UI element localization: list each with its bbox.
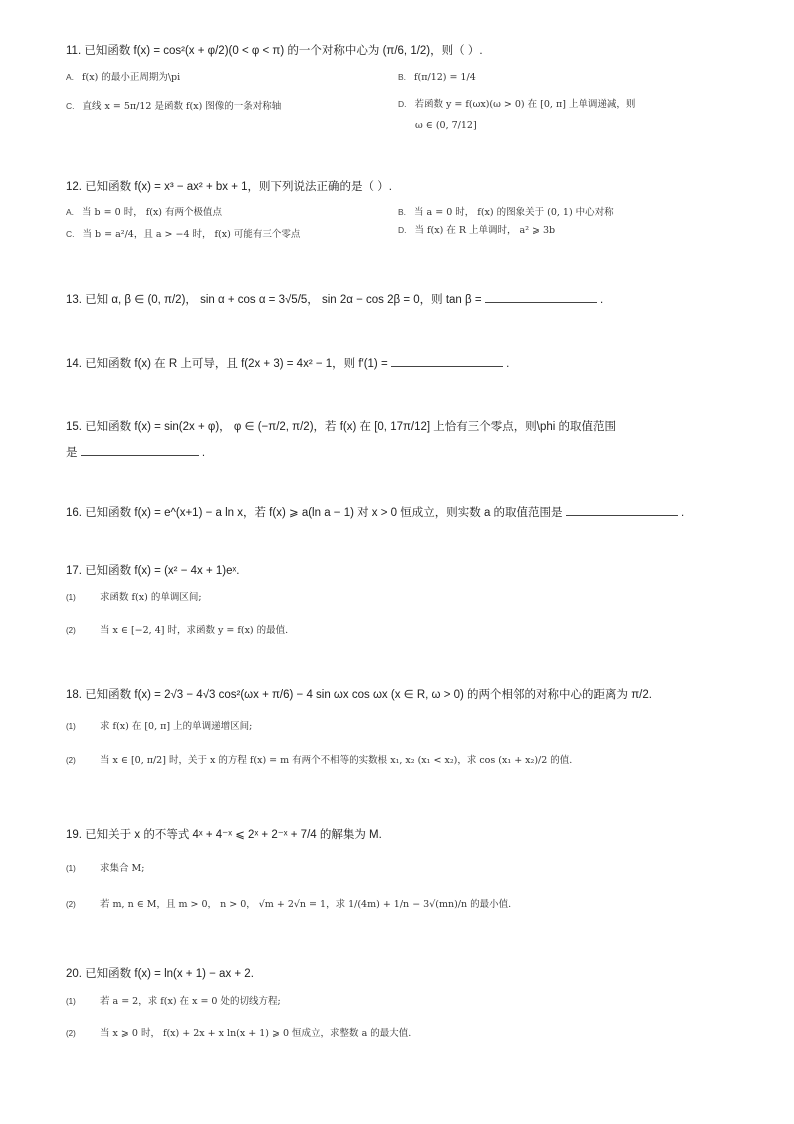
q18-part-1-number: (1): [66, 722, 76, 731]
q11-option-c-text: 直线 x = 5π/12 是函数 f(x) 图像的一条对称轴: [82, 101, 282, 112]
q19-part-1-number: (1): [66, 864, 76, 873]
q11-option-b-label: B.: [398, 72, 407, 82]
q11-option-c-label: C.: [66, 101, 75, 111]
question-15-line2-text: 是: [66, 447, 78, 459]
answer-blank[interactable]: [81, 443, 199, 456]
question-11-stem: 11. 已知函数 f(x) = cos²(x + φ/2)(0 < φ < π) 的一个对称中心为 (π/6, 1/2)，则（ ）.: [66, 45, 483, 57]
question-16-stem: 16. 已知函数 f(x) = e^(x+1) − a ln x，若 f(x) ⩾ a(ln a − 1) 对 x > 0 恒成立，则实数 a 的取值范围是: [66, 507, 563, 519]
q12-option-a-label: A.: [66, 207, 75, 217]
q19-part-2-number: (2): [66, 900, 76, 909]
question-16-tail: .: [680, 507, 685, 519]
question-20-stem: 20. 已知函数 f(x) = ln(x + 1) − ax + 2.: [66, 968, 254, 980]
q12-option-d: [398, 223, 555, 238]
q19-part-1: [66, 862, 144, 876]
q20-part-1: [66, 995, 281, 1009]
q18-part-1-text: 求 f(x) 在 [0, π] 上的单调递增区间;: [100, 721, 253, 732]
q11-option-b-text: f(π/12) = 1/4: [414, 72, 476, 83]
question-17-stem: 17. 已知函数 f(x) = (x² − 4x + 1)eˣ.: [66, 565, 240, 577]
question-16: [66, 503, 706, 522]
answer-blank[interactable]: [485, 290, 597, 303]
question-15-tail: .: [201, 447, 206, 459]
question-15-stem: 15. 已知函数 f(x) = sin(2x + φ)， φ ∈ (−π/2, π/2)，若 f(x) 在 [0, 17π/12] 上恰有三个零点，则\phi 的取值范围: [66, 421, 617, 433]
q20-part-1-number: (1): [66, 997, 76, 1006]
q11-option-c: [66, 99, 281, 114]
q12-option-a: [66, 205, 222, 220]
q11-option-a-text: f(x) 的最小正周期为\pi: [82, 72, 181, 83]
q12-option-b-label: B.: [398, 207, 407, 217]
q20-part-2-number: (2): [66, 1029, 76, 1038]
q12-option-c-label: C.: [66, 229, 75, 239]
q12-option-a-text: 当 b = 0 时， f(x) 有两个极值点: [82, 207, 223, 218]
question-18-stem: 18. 已知函数 f(x) = 2√3 − 4√3 cos²(ωx + π/6) − 4 sin ωx cos ωx (x ∈ R, ω > 0) 的两个相邻的对称中心的距离为 π/2.: [66, 689, 652, 701]
q11-option-d-text: 若函数 y = f(ωx)(ω > 0) 在 [0, π] 上单调递减，则: [414, 99, 636, 110]
question-14-tail: .: [506, 358, 510, 370]
question-14-stem: 14. 已知函数 f(x) 在 R 上可导，且 f(2x + 3) = 4x² − 1，则 f′(1) =: [66, 358, 388, 370]
q12-option-c-text: 当 b = a²/4，且 a > −4 时， f(x) 可能有三个零点: [82, 229, 301, 240]
q11-option-a: [66, 70, 180, 85]
q20-part-2-text: 当 x ⩾ 0 时， f(x) + 2x + x ln(x + 1) ⩾ 0 恒成立，求整数 a 的最大值.: [100, 1028, 412, 1039]
q17-part-2-text: 当 x ∈ [−2, 4] 时，求函数 y = f(x) 的最值.: [100, 625, 289, 636]
question-13-tail: .: [599, 294, 604, 306]
q12-option-b: [398, 205, 614, 220]
q12-option-c: [66, 227, 300, 242]
q11-option-d-continued: [415, 119, 477, 133]
q12-option-b-text: 当 a = 0 时， f(x) 的图象关于 (0, 1) 中心对称: [414, 207, 614, 218]
q11-option-d: [398, 97, 635, 112]
q11-option-d-text-line2: ω ∈ (0, 7/12]: [415, 120, 477, 131]
q19-part-2: [66, 898, 511, 912]
q17-part-2: [66, 624, 288, 638]
q18-part-1: [66, 720, 252, 734]
q18-part-2: [66, 754, 572, 768]
answer-blank[interactable]: [566, 503, 678, 516]
q11-option-d-label: D.: [398, 99, 407, 109]
question-13: [66, 290, 706, 309]
q11-option-a-label: A.: [66, 72, 75, 82]
q11-option-b: [398, 70, 476, 85]
q17-part-1-number: (1): [66, 593, 76, 602]
q12-option-d-text: 当 f(x) 在 R 上单调时， a² ⩾ 3b: [414, 225, 556, 236]
q17-part-1-text: 求函数 f(x) 的单调区间;: [100, 592, 202, 603]
q12-option-d-label: D.: [398, 225, 407, 235]
question-12-stem: 12. 已知函数 f(x) = x³ − ax² + bx + 1，则下列说法正确的是（ ）.: [66, 181, 392, 193]
q20-part-1-text: 若 a = 2，求 f(x) 在 x = 0 处的切线方程;: [100, 996, 281, 1007]
q18-part-2-number: (2): [66, 756, 76, 765]
q17-part-1: [66, 591, 202, 605]
question-15-line2: [66, 443, 706, 462]
q20-part-2: [66, 1027, 411, 1041]
question-13-stem: 13. 已知 α, β ∈ (0, π/2)， sin α + cos α = 3√5/5， sin 2α − cos 2β = 0，则 tan β =: [66, 294, 482, 306]
question-14: [66, 354, 706, 373]
q19-part-2-text: 若 m, n ∈ M，且 m > 0， n > 0， √m + 2√n = 1，求 1/(4m) + 1/n − 3√(mn)/n 的最小值.: [100, 899, 512, 910]
q17-part-2-number: (2): [66, 626, 76, 635]
question-19-stem: 19. 已知关于 x 的不等式 4ˣ + 4⁻ˣ ⩽ 2ˣ + 2⁻ˣ + 7/4 的解集为 M.: [66, 829, 382, 841]
answer-blank[interactable]: [391, 354, 503, 367]
q19-part-1-text: 求集合 M;: [100, 863, 145, 874]
q18-part-2-text: 当 x ∈ [0, π/2] 时，关于 x 的方程 f(x) = m 有两个不相等的实数根 x₁, x₂ (x₁ < x₂)，求 cos (x₁ + x₂)/2 的值.: [100, 755, 573, 766]
